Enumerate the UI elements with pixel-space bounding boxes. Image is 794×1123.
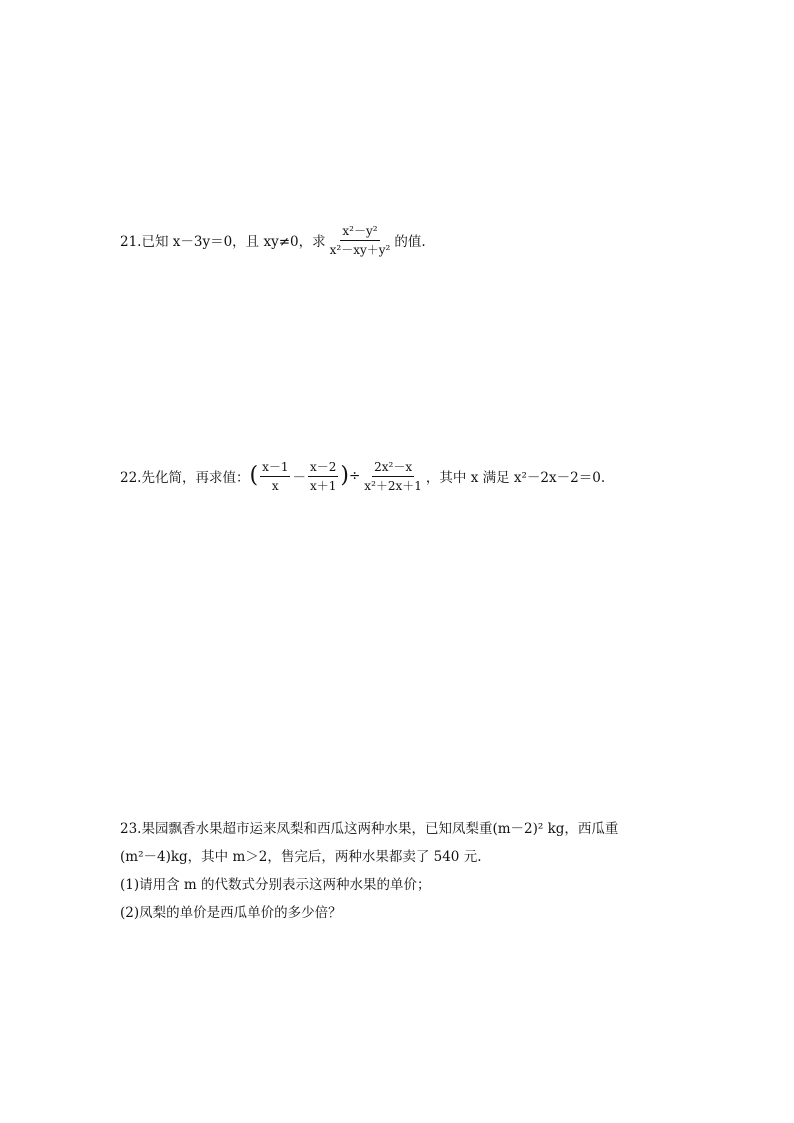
q22-prefix: 22.先化简，再求值： — [120, 470, 250, 486]
q22-fraction-1 — [260, 460, 290, 493]
q22-close-paren: ) — [340, 463, 349, 488]
q22-f2-denominator: x＋1 — [309, 478, 337, 493]
q22-f3-denominator: x²＋2x＋1 — [364, 478, 422, 493]
q22-minus: － — [292, 470, 306, 486]
q23-line-2: (m²－4)kg，其中 m＞2，售完后，两种水果都卖了 540 元. — [120, 849, 482, 865]
q22-divide: ÷ — [348, 468, 361, 484]
q21-suffix: 的值. — [394, 234, 426, 250]
q22-f3-numerator: 2x²－x — [372, 460, 414, 477]
q22-f1-numerator: x－1 — [260, 460, 290, 477]
question-23 — [120, 813, 618, 925]
q23-line-1: 23.果园飘香水果超市运来凤梨和西瓜这两种水果，已知凤梨重(m－2)² kg，西瓜重 — [120, 821, 619, 837]
q21-fraction — [328, 224, 393, 257]
q21-prefix: 21.已知 x－3y＝0，且 xy≠0，求 — [120, 234, 326, 250]
q23-line-4: (2)凤梨的单价是西瓜单价的多少倍？ — [120, 905, 342, 921]
q21-denominator: x²－xy＋y² — [329, 242, 391, 257]
q22-f1-denominator: x — [271, 478, 279, 493]
q22-f2-numerator: x－2 — [308, 460, 338, 477]
q22-suffix: ，其中 x 满足 x²－2x－2＝0. — [425, 470, 606, 486]
q22-fraction-2 — [308, 460, 338, 493]
question-21 — [120, 224, 426, 256]
q22-open-paren: ( — [249, 463, 259, 488]
q23-line-3: (1)请用含 m 的代数式分别表示这两种水果的单价； — [120, 877, 431, 893]
q21-numerator: x²－y² — [340, 224, 379, 241]
question-22 — [120, 460, 605, 492]
q22-fraction-3 — [362, 460, 424, 493]
